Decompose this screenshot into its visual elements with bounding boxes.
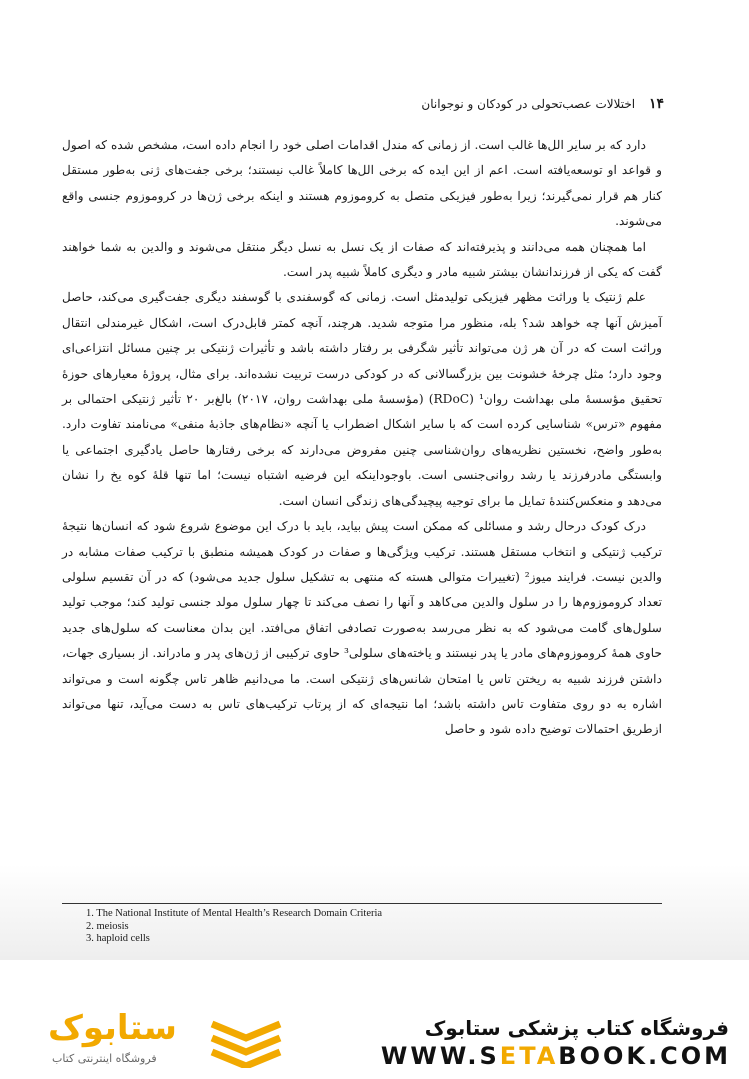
- setabook-logo: [18, 1008, 208, 1070]
- footnote: 1. The National Institute of Mental Health’s Research Domain Criteria: [86, 908, 383, 919]
- logo-tagline: فروشگاه اینترنتی کتاب: [52, 1052, 157, 1065]
- store-url[interactable]: [381, 1042, 731, 1070]
- banner-title: فروشگاه کتاب پزشکی ستابوک: [424, 1016, 729, 1040]
- logo-wordmark: ستابوک: [48, 1008, 177, 1048]
- paragraph: اما همچنان همه می‌دانند و پذیرفته‌اند که صفات از یک نسل به نسل دیگر منتقل می‌شوند و والدین به شما خواهند گفت که یکی از فرزندانشان بیشتر شبیه مادر و دیگری کاملاً شبیه پدر است.: [62, 239, 662, 280]
- page-header: [60, 96, 664, 112]
- url-suffix: BOOK.COM: [558, 1042, 731, 1070]
- paragraph: علم ژنتیک یا وراثت مظهر فیزیکی تولیدمثل است. زمانی که گوسفندی با گوسفند دیگری جفت‌گیری می‌کند، حاصل آمیزش آنها چه خواهد شد؟ بله، منظور مرا متوجه شدید. هرچند، آنچه کمتر قابل‌درک است، اشکال غیرمندلی انتقال وراثت است که در آن هر ژن می‌تواند تأثیر شگرفی بر رفتار داشته باشد و تأثیرات ژنتیکی بر چنین مسائل انتزاعی‌ای وجود دارد؛ مثل چرخهٔ خشونت بین بزرگسالانی که در کودکی درست تربیت نشده‌اند. برای مثال، پروژهٔ معیارهای حوزهٔ تحقیق مؤسسهٔ ملی بهداشت روان¹ (RDoC) (مؤسسهٔ ملی بهداشت روان، ۲۰۱۷) بالغ‌بر ۲۰ تأثیر ژنتیکی احتمالی بر مفهوم «ترس» شناسایی کرده است که با سایر اشکال اضطراب یا آنچه «نظام‌های جاذبهٔ منفی» می‌نامند تفاوت دارد. به‌طور واضح، نخستین نظریه‌های روان‌شناسی چنین مفروض می‌دارند که برخی رفتارها حاصل یادگیری اجتماعی یا وابستگی مادرفرزند یا رشد روانی‌جنسی است. باوجوداینکه این فرضیه اشتباه نیست؛ اما تنها قلهٔ کوه یخ را نشان می‌دهد و منعکس‌کنندهٔ تمایل ما برای توجیه پیچیدگی‌های زندگی انسان است.: [62, 290, 662, 508]
- body-text: [62, 133, 662, 743]
- footnote-divider: [62, 903, 662, 904]
- footnotes: [86, 908, 646, 946]
- book-stack-icon: [208, 1016, 284, 1068]
- url-prefix: WWW.S: [380, 1042, 500, 1070]
- footnote: 2. meiosis: [86, 920, 129, 932]
- footnote: 3. haploid cells: [86, 933, 150, 944]
- paragraph: دارد که بر سایر الل‌ها غالب است. از زمانی که مندل اقدامات اصلی خود را انجام داده است، مشخص شده که اصول و قواعد او توسعه‌یافته است. اعم از این ایده که برخی الل‌ها کاملاً غالب نیستند؛ برخی جفت‌های ژنی به‌طور مستقل کنار هم قرار نمی‌گیرند؛ زیرا به‌طور فیزیکی متصل به کروموزوم هستند و اینکه برخی ژن‌ها در کروموزوم جنسی واقع می‌شوند.: [61, 138, 662, 229]
- store-banner: [0, 994, 749, 1079]
- running-title: اختلالات عصب‌تحولی در کودکان و نوجوانان: [421, 97, 636, 111]
- paragraph: درک کودک درحال رشد و مسائلی که ممکن است پیش بیاید، باید با درک این موضوع شروع شود که انسان‌ها نتیجهٔ ترکیب ژنتیکی و انتخاب مستقل هستند. ترکیب ویژگی‌ها و صفات در کودک همیشه منطبق با ترکیب صفات مشابه در والدین نیست. فرایند میوز² (تغییرات متوالی هسته که منتهی به تشکیل سلول جدید می‌شود) که در آن تقسیم سلولی تعداد کروموزوم‌ها را در سلول والدین می‌کاهد و آنها را نصف می‌کند تا چهار سلول مولد جنسی تولید کند؛ موجب تولید سلول‌های گامت می‌شود که به نظر می‌رسد به‌صورت تصادفی اتفاق می‌افتد. این بدان معناست که سلول‌های جدید حاوی همهٔ کروموزوم‌های مادر یا پدر نیستند و یاخته‌های سلولی³ حاوی ترکیبی از ژن‌های پدر و مادراند. از بسیاری جهات، داشتن فرزند شبیه به ریختن تاس یا امتحان شانس‌های ژنتیکی است. ما می‌دانیم ظاهر تاس چگونه است و می‌تواند اشاره به دو روی متفاوت تاس داشته باشد؛ اما نتیجه‌ای که از پرتاب ترکیب‌های تاس به دست می‌آید، تنها می‌تواند ازطریق احتمالات توضیح داده شود و حاصل: [62, 519, 663, 737]
- page-number: ۱۴: [648, 96, 664, 112]
- url-highlight: ETA: [499, 1042, 559, 1070]
